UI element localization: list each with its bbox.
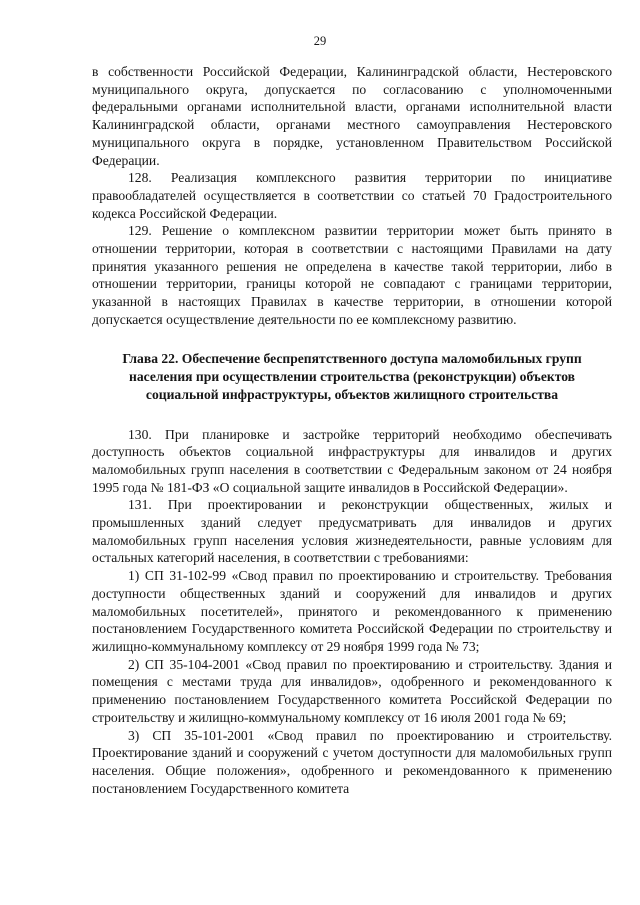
document-body [92,63,612,797]
paragraph-128: 128. Реализация комплексного развития территории по инициативе правообладателей осуществляется в соответствии со статьей 70 Градостроительного кодекса Российской Федерации. [92,170,612,221]
paragraph-131: 131. При проектировании и реконструкции общественных, жилых и промышленных зданий следует предусматривать для инвалидов и других маломобильных групп населения условия жизнедеятельности, равные условиям для остальных категорий населения, в соответствии с требованиями: [92,497,612,566]
list-item-1: 1) СП 31-102-99 «Свод правил по проектированию и строительству. Требования доступности общественных зданий и сооружений для инвалидов и других маломобильных посетителей», принятого и рекомендованного к применению постановлением Государственного комитета Российской Федерации по строительству и жилищно-коммунальному комплексу от 29 ноября 1999 года № 73; [92,568,612,654]
paragraph-130: 130. При планировке и застройке территорий необходимо обеспечивать доступность объектов социальной инфраструктуры для инвалидов и других маломобильных групп населения в соответствии с Федеральным законом от 24 ноября 1995 года № 181-ФЗ «О социальной защите инвалидов в Российской Федерации». [92,426,612,495]
paragraph-continuation: в собственности Российской Федерации, Калининградской области, Нестеровского муниципального округа, допускается по согласованию с уполномоченными федеральными органами исполнительной власти, органами исполнительной власти Калининградской области, органами местного самоуправления Нестеровского муниципального округа в порядке, установленном Правительством Российской Федерации. [92,64,612,168]
page-number: 29 [313,34,327,48]
paragraph-129: 129. Решение о комплексном развитии территории может быть принято в отношении территории, которая в соответствии с настоящими Правилами на дату принятия указанного решения не определена в качестве такой территории, либо в отношении территории, границы которой не совпадают с границами территории, указанной в настоящих Правилах в качестве территории, в отношении которой допускается осуществление деятельности по ее комплексному развитию. [92,223,612,327]
list-item-2: 2) СП 35-104-2001 «Свод правил по проектированию и строительству. Здания и помещения с местами труда для инвалидов», одобренного и рекомендованного к применению постановлением Государственного комитета Российской Федерации по строительству и жилищно-коммунальному комплексу от 16 июля 2001 года № 69; [92,656,612,725]
list-item-3: 3) СП 35-101-2001 «Свод правил по проектированию и строительству. Проектирование зданий и сооружений с учетом доступности для маломобильных групп населения. Общие положения», одобренного и рекомендованного к применению постановлением Государственного комитета [92,727,612,796]
chapter-heading: Глава 22. Обеспечение беспрепятственного доступа маломобильных групп населения при осуществлении строительства (реконструкции) объектов социальной инфраструктуры, объектов жилищного строительства [122,350,582,402]
